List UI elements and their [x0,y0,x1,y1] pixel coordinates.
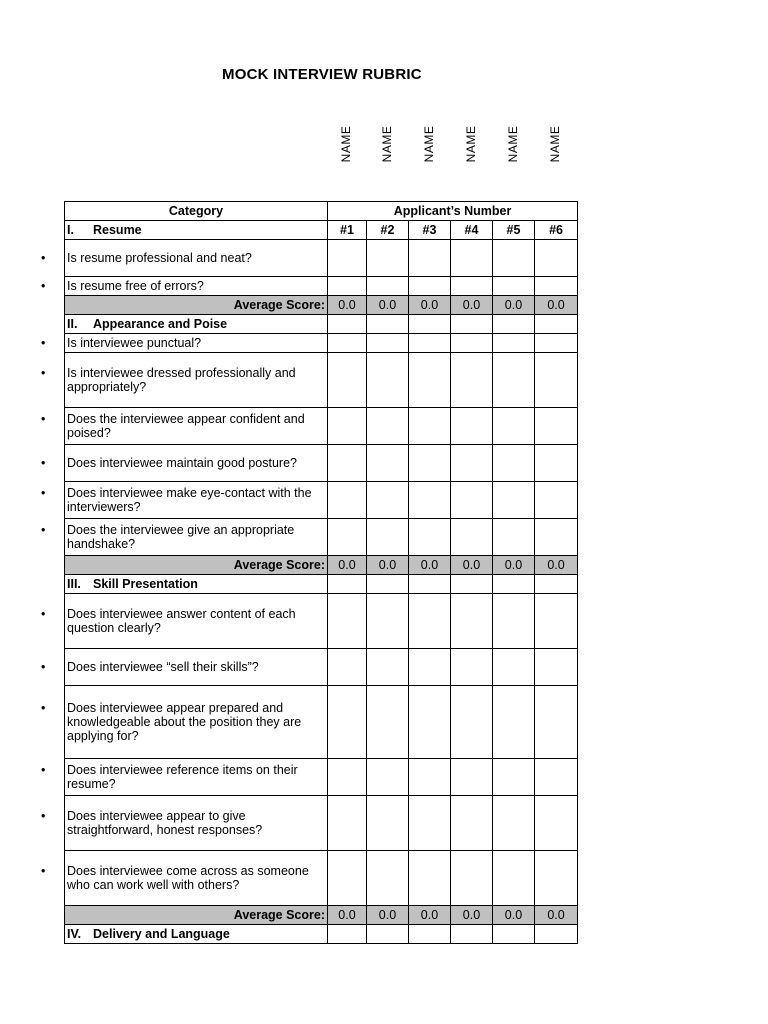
score-cell[interactable] [451,796,493,851]
bullet-icon: • [41,412,46,426]
section-name: Resume [93,223,142,237]
score-cell[interactable] [409,353,451,408]
score-cell[interactable] [535,519,578,556]
score-cell[interactable] [409,482,451,519]
score-cell[interactable] [328,925,367,944]
bullet-icon: • [41,456,46,470]
average-score-row [65,296,578,315]
applicant-name-header [419,122,439,166]
criteria-cell [41,796,328,851]
rubric-body [41,202,578,944]
criteria-row [65,445,578,482]
bullet-icon: • [41,660,46,674]
score-cell[interactable] [493,353,535,408]
score-cell[interactable] [328,240,367,277]
name-label: NAME [506,125,520,163]
criteria-cell [41,851,328,906]
score-cell[interactable] [367,925,409,944]
score-cell[interactable] [451,594,493,649]
score-cell[interactable] [535,925,578,944]
section-numeral: III. [67,577,81,591]
score-cell[interactable] [451,482,493,519]
score-cell[interactable] [409,851,451,906]
score-cell[interactable] [409,649,451,686]
score-cell[interactable] [451,408,493,445]
criteria-text: Is interviewee punctual? [67,336,202,350]
average-score-value: 0.0 [328,906,367,925]
name-label: NAME [380,125,394,163]
score-cell[interactable] [409,759,451,796]
criteria-text: Is resume professional and neat? [67,251,252,265]
score-cell[interactable] [328,575,367,594]
score-cell[interactable] [493,925,535,944]
average-score-value: 0.0 [328,296,367,315]
average-score-value: 0.0 [535,296,578,315]
rubric-table [41,201,578,944]
score-cell[interactable] [451,649,493,686]
bullet-icon: • [41,251,46,265]
applicant-number: #5 [493,221,535,240]
average-score-value: 0.0 [451,556,493,575]
average-score-value: 0.0 [409,556,451,575]
criteria-cell [41,686,328,759]
average-score-value: 0.0 [409,906,451,925]
score-cell[interactable] [367,686,409,759]
criteria-cell [41,334,328,353]
score-cell[interactable] [367,594,409,649]
average-score-value: 0.0 [535,906,578,925]
criteria-cell [41,445,328,482]
average-score-value: 0.0 [493,296,535,315]
average-score-value: 0.0 [328,556,367,575]
score-cell[interactable] [535,240,578,277]
score-cell[interactable] [328,594,367,649]
criteria-row [65,240,578,277]
score-cell[interactable] [409,334,451,353]
score-cell[interactable] [367,277,409,296]
criteria-text: Does interviewee appear to give straightforward, honest responses? [67,809,263,837]
score-cell[interactable] [451,353,493,408]
score-cell[interactable] [493,315,535,334]
category-header: Category [65,202,328,221]
score-cell[interactable] [493,240,535,277]
score-cell[interactable] [535,649,578,686]
average-score-value: 0.0 [367,296,409,315]
score-cell[interactable] [535,408,578,445]
name-label: NAME [548,125,562,163]
section-title [65,221,328,240]
score-cell[interactable] [409,575,451,594]
score-cell[interactable] [493,408,535,445]
section-row [65,221,578,240]
criteria-row [65,519,578,556]
criteria-row [65,334,578,353]
section-row [65,315,578,334]
average-score-label: Average Score: [65,556,328,575]
criteria-cell [41,408,328,445]
score-cell[interactable] [535,759,578,796]
section-title [65,315,328,334]
applicant-name-header [545,122,565,166]
score-cell[interactable] [451,575,493,594]
criteria-text: Does interviewee answer content of each question clearly? [67,607,296,635]
score-cell[interactable] [493,519,535,556]
score-cell[interactable] [328,519,367,556]
score-cell[interactable] [493,796,535,851]
section-title [65,575,328,594]
score-cell[interactable] [409,277,451,296]
score-cell[interactable] [451,851,493,906]
score-cell[interactable] [493,482,535,519]
page-title: MOCK INTERVIEW RUBRIC [222,66,422,83]
criteria-cell [41,277,328,296]
criteria-cell [41,519,328,556]
score-cell[interactable] [367,445,409,482]
average-score-value: 0.0 [493,556,535,575]
score-cell[interactable] [535,277,578,296]
criteria-row [65,277,578,296]
score-cell[interactable] [493,851,535,906]
applicant-number: #1 [328,221,367,240]
score-cell[interactable] [367,315,409,334]
criteria-row [65,408,578,445]
score-cell[interactable] [328,334,367,353]
section-name: Skill Presentation [93,577,198,591]
average-score-label: Average Score: [65,906,328,925]
section-title [65,925,328,944]
score-cell[interactable] [409,408,451,445]
section-row [65,575,578,594]
score-cell[interactable] [328,649,367,686]
score-cell[interactable] [367,649,409,686]
score-cell[interactable] [451,925,493,944]
score-cell[interactable] [451,686,493,759]
score-cell[interactable] [328,445,367,482]
criteria-text: Does interviewee come across as someone who can work well with others? [67,864,309,892]
criteria-cell [41,649,328,686]
average-score-label: Average Score: [65,296,328,315]
score-cell[interactable] [409,796,451,851]
section-numeral: IV. [67,927,82,941]
score-cell[interactable] [328,482,367,519]
score-cell[interactable] [409,240,451,277]
bullet-icon: • [41,607,46,621]
criteria-text: Does interviewee maintain good posture? [67,456,297,470]
score-cell[interactable] [535,353,578,408]
criteria-text: Is interviewee dressed professionally and appropriately? [67,366,296,394]
score-cell[interactable] [367,575,409,594]
average-score-value: 0.0 [451,296,493,315]
average-score-value: 0.0 [367,556,409,575]
section-numeral: II. [67,317,78,331]
criteria-cell [41,240,328,277]
score-cell[interactable] [493,334,535,353]
applicant-number: #3 [409,221,451,240]
score-cell[interactable] [409,519,451,556]
applicant-name-header [461,122,481,166]
bullet-icon: • [41,523,46,537]
score-cell[interactable] [535,575,578,594]
criteria-row [65,796,578,851]
criteria-row [65,594,578,649]
bullet-icon: • [41,809,46,823]
score-cell[interactable] [328,353,367,408]
score-cell[interactable] [493,649,535,686]
score-cell[interactable] [493,277,535,296]
criteria-row [65,686,578,759]
score-cell[interactable] [328,759,367,796]
score-cell[interactable] [451,759,493,796]
criteria-cell [41,759,328,796]
score-cell[interactable] [535,445,578,482]
score-cell[interactable] [367,408,409,445]
name-label: NAME [422,125,436,163]
bullet-icon: • [41,701,46,715]
criteria-cell [41,594,328,649]
score-cell[interactable] [535,315,578,334]
score-cell[interactable] [409,686,451,759]
criteria-row [65,353,578,408]
score-cell[interactable] [451,277,493,296]
bullet-icon: • [41,279,46,293]
criteria-cell [41,353,328,408]
score-cell[interactable] [367,334,409,353]
name-label: NAME [464,125,478,163]
score-cell[interactable] [493,575,535,594]
average-score-value: 0.0 [451,906,493,925]
score-cell[interactable] [535,796,578,851]
score-cell[interactable] [535,594,578,649]
criteria-text: Is resume free of errors? [67,279,204,293]
score-cell[interactable] [493,445,535,482]
score-cell[interactable] [535,686,578,759]
bullet-icon: • [41,366,46,380]
score-cell[interactable] [328,408,367,445]
criteria-text: Does interviewee “sell their skills”? [67,660,259,674]
score-cell[interactable] [328,851,367,906]
section-name: Delivery and Language [93,927,230,941]
name-label: NAME [339,125,353,163]
score-cell[interactable] [367,796,409,851]
section-name: Appearance and Poise [93,317,228,331]
score-cell[interactable] [493,594,535,649]
score-cell[interactable] [451,519,493,556]
average-score-value: 0.0 [493,906,535,925]
average-score-row [65,906,578,925]
score-cell[interactable] [328,315,367,334]
criteria-row [65,482,578,519]
bullet-icon: • [41,864,46,878]
score-cell[interactable] [409,445,451,482]
score-cell[interactable] [328,686,367,759]
score-cell[interactable] [328,796,367,851]
criteria-row [65,649,578,686]
score-cell[interactable] [367,353,409,408]
average-score-value: 0.0 [535,556,578,575]
score-cell[interactable] [493,759,535,796]
section-numeral: I. [67,223,74,237]
bullet-icon: • [41,336,46,350]
score-cell[interactable] [367,519,409,556]
average-score-value: 0.0 [409,296,451,315]
score-cell[interactable] [535,482,578,519]
criteria-text: Does the interviewee appear confident and poised? [67,412,305,440]
criteria-row [65,759,578,796]
score-cell[interactable] [451,315,493,334]
header-row [65,202,578,221]
criteria-text: Does interviewee make eye-contact with the interviewers? [67,486,312,514]
score-cell[interactable] [409,925,451,944]
score-cell[interactable] [409,315,451,334]
applicant-number: #4 [451,221,493,240]
applicant-number: #2 [367,221,409,240]
applicant-name-header [377,122,397,166]
applicant-number-header: Applicant’s Number [328,202,578,221]
score-cell[interactable] [451,240,493,277]
score-cell[interactable] [451,445,493,482]
score-cell[interactable] [367,759,409,796]
section-row [65,925,578,944]
score-cell[interactable] [535,851,578,906]
score-cell[interactable] [367,851,409,906]
score-cell[interactable] [367,240,409,277]
bullet-icon: • [41,763,46,777]
criteria-cell [41,482,328,519]
score-cell[interactable] [493,686,535,759]
average-score-row [65,556,578,575]
criteria-text: Does the interviewee give an appropriate handshake? [67,523,295,551]
criteria-text: Does interviewee reference items on their resume? [67,763,298,791]
criteria-row [65,851,578,906]
score-cell[interactable] [409,594,451,649]
bullet-icon: • [41,486,46,500]
score-cell[interactable] [367,482,409,519]
criteria-text: Does interviewee appear prepared and knowledgeable about the position they are applying for? [67,701,302,743]
applicant-name-header [503,122,523,166]
applicant-name-header [336,122,356,166]
score-cell[interactable] [535,334,578,353]
score-cell[interactable] [328,277,367,296]
average-score-value: 0.0 [367,906,409,925]
applicant-number: #6 [535,221,578,240]
score-cell[interactable] [451,334,493,353]
